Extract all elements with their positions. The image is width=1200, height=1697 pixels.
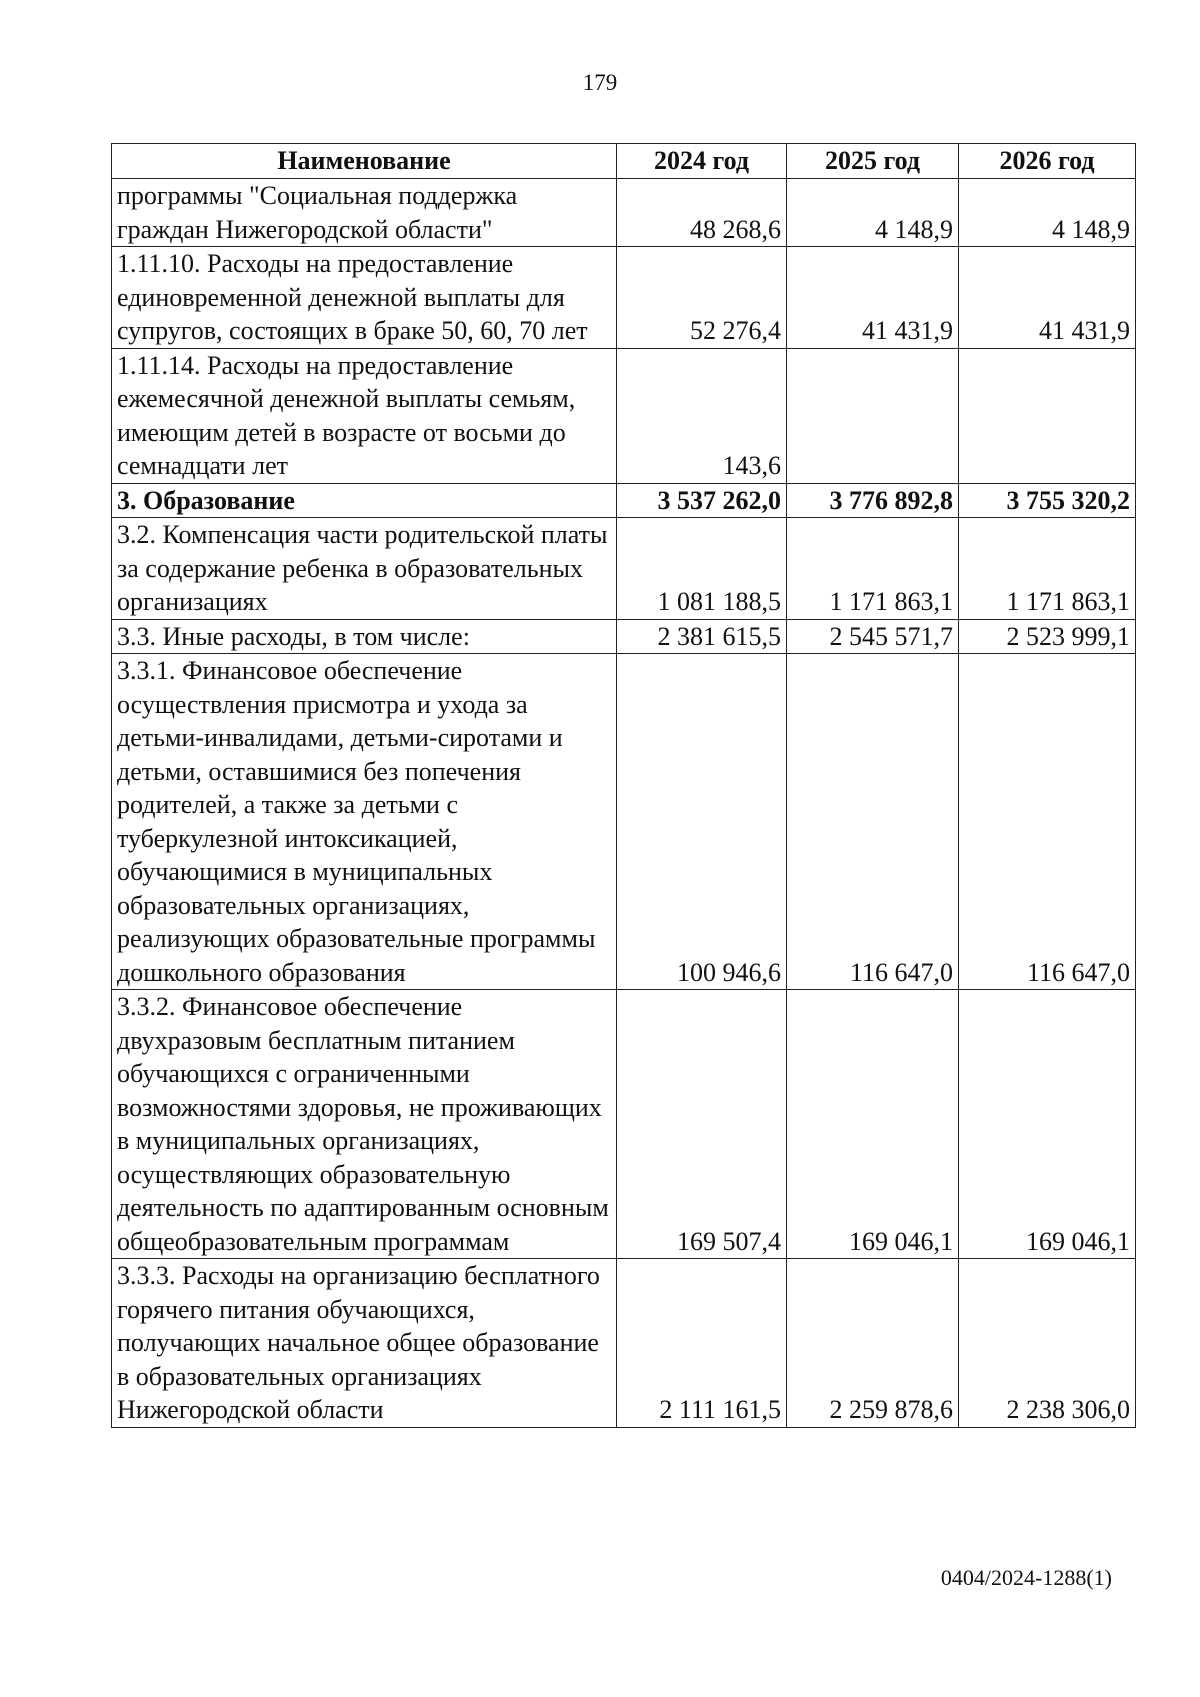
row-name: программы "Социальная поддержка граждан Нижегородской области" — [112, 179, 617, 247]
value-2025: 116 647,0 — [787, 654, 959, 990]
header-2026: 2026 год — [959, 144, 1136, 179]
table-row-section — [112, 483, 1136, 518]
table-row — [112, 179, 1136, 247]
value-2025: 41 431,9 — [787, 247, 959, 349]
value-2025 — [787, 348, 959, 483]
row-name: 1.11.10. Расходы на предоставление единовременной денежной выплаты для супругов, состоящих в браке 50, 60, 70 лет — [112, 247, 617, 349]
table-row — [112, 247, 1136, 349]
page-number: 179 — [582, 70, 618, 95]
value-2024: 143,6 — [617, 348, 787, 483]
header-name: Наименование — [112, 144, 617, 179]
row-name: 3.3. Иные расходы, в том числе: — [112, 619, 617, 654]
header-2025: 2025 год — [787, 144, 959, 179]
value-2026: 169 046,1 — [959, 990, 1136, 1259]
row-name: 3.3.2. Финансовое обеспечение двухразовым бесплатным питанием обучающихся с ограниченными возможностями здоровья, не проживающих в муниципальных организациях, осуществляющих образовательную деятельность по адаптированным основным общеобразовательным программам — [112, 990, 617, 1259]
value-2024: 100 946,6 — [617, 654, 787, 990]
value-2026: 2 238 306,0 — [959, 1259, 1136, 1428]
value-2025: 1 171 863,1 — [787, 518, 959, 620]
row-name: 3.2. Компенсация части родительской платы за содержание ребенка в образовательных организациях — [112, 518, 617, 620]
row-name: 1.11.14. Расходы на предоставление ежемесячной денежной выплаты семьям, имеющим детей в возрасте от восьми до семнадцати лет — [112, 348, 617, 483]
header-2024: 2024 год — [617, 144, 787, 179]
table-row — [112, 654, 1136, 990]
value-2026 — [959, 348, 1136, 483]
table-row — [112, 990, 1136, 1259]
value-2026: 4 148,9 — [959, 179, 1136, 247]
row-name: 3.3.3. Расходы на организацию бесплатного горячего питания обучающихся, получающих начальное общее образование в образовательных организациях Нижегородской области — [112, 1259, 617, 1428]
value-2024: 2 381 615,5 — [617, 619, 787, 654]
value-2026: 2 523 999,1 — [959, 619, 1136, 654]
value-2025: 4 148,9 — [787, 179, 959, 247]
document-code: 0404/2024-1288(1) — [940, 1565, 1112, 1590]
value-2026: 41 431,9 — [959, 247, 1136, 349]
value-2024: 1 081 188,5 — [617, 518, 787, 620]
value-2025: 169 046,1 — [787, 990, 959, 1259]
table-header-row — [112, 144, 1136, 179]
value-2024: 3 537 262,0 — [617, 483, 787, 518]
table-row — [112, 518, 1136, 620]
value-2024: 169 507,4 — [617, 990, 787, 1259]
value-2026: 1 171 863,1 — [959, 518, 1136, 620]
value-2024: 48 268,6 — [617, 179, 787, 247]
table-row — [112, 619, 1136, 654]
table-row — [112, 348, 1136, 483]
value-2025: 3 776 892,8 — [787, 483, 959, 518]
value-2024: 52 276,4 — [617, 247, 787, 349]
value-2026: 116 647,0 — [959, 654, 1136, 990]
value-2026: 3 755 320,2 — [959, 483, 1136, 518]
value-2025: 2 545 571,7 — [787, 619, 959, 654]
value-2025: 2 259 878,6 — [787, 1259, 959, 1428]
value-2024: 2 111 161,5 — [617, 1259, 787, 1428]
budget-table — [111, 143, 1136, 1428]
table-row — [112, 1259, 1136, 1428]
row-name: 3.3.1. Финансовое обеспечение осуществления присмотра и ухода за детьми-инвалидами, детьми-сиротами и детьми, оставшимися без попечения родителей, а также за детьми с туберкулезной интоксикацией, обучающимися в муниципальных образовательных организациях, реализующих образовательные программы дошкольного образования — [112, 654, 617, 990]
row-name: 3. Образование — [112, 483, 617, 518]
